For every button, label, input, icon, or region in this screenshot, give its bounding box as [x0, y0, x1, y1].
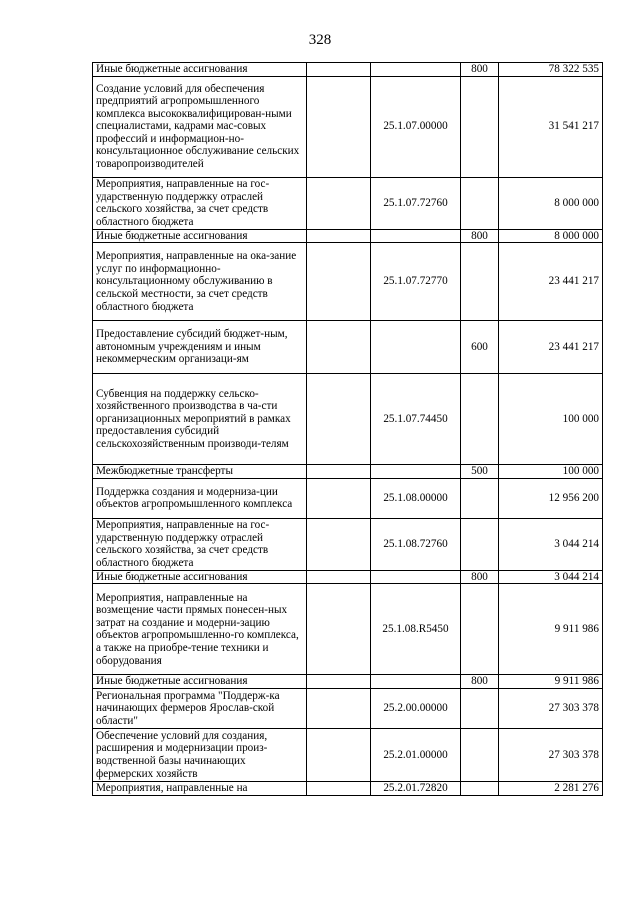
table-row [93, 478, 603, 518]
row-type-cell: 800 [461, 63, 499, 77]
row-type-cell [461, 374, 499, 465]
table-row [93, 584, 603, 675]
row-code-cell: 25.1.08.72760 [371, 518, 461, 570]
row-amount-cell: 9 911 986 [499, 675, 603, 689]
row-name-cell: Межбюджетные трансферты [93, 465, 307, 479]
row-code-cell: 25.1.07.74450 [371, 374, 461, 465]
row-amount-cell: 3 044 214 [499, 570, 603, 584]
row-type-cell [461, 728, 499, 781]
blank-cell [307, 728, 371, 781]
row-code-cell: 25.1.07.72770 [371, 243, 461, 321]
table-row [93, 374, 603, 465]
row-amount-cell: 100 000 [499, 465, 603, 479]
row-amount-cell: 8 000 000 [499, 177, 603, 229]
row-name-cell: Обеспечение условий для создания, расширения и модернизации произ-водственной базы начинающих фермерских хозяйств [93, 728, 307, 781]
row-name-cell: Мероприятия, направленные на ока-зание услуг по информационно-консультационному обслуживанию в сельской местности, за счет средств областного бюджета [93, 243, 307, 321]
blank-cell [307, 465, 371, 479]
blank-cell [307, 243, 371, 321]
row-type-cell [461, 584, 499, 675]
blank-cell [307, 374, 371, 465]
blank-cell [307, 518, 371, 570]
row-amount-cell: 2 281 276 [499, 781, 603, 795]
row-name-cell: Предоставление субсидий бюджет-ным, автономным учреждениям и иным некоммерческим организаци-ям [93, 321, 307, 374]
row-amount-cell: 27 303 378 [499, 728, 603, 781]
blank-cell [307, 321, 371, 374]
row-type-cell [461, 518, 499, 570]
row-code-cell: 25.2.01.72820 [371, 781, 461, 795]
table-row [93, 728, 603, 781]
row-name-cell: Мероприятия, направленные на гос-ударственную поддержку отраслей сельского хозяйства, за счет средств областного бюджета [93, 518, 307, 570]
row-code-cell [371, 570, 461, 584]
row-code-cell [371, 321, 461, 374]
row-amount-cell: 27 303 378 [499, 688, 603, 728]
row-name-cell: Иные бюджетные ассигнования [93, 570, 307, 584]
row-name-cell: Поддержка создания и модерниза-ции объектов агропромышленного комплекса [93, 478, 307, 518]
table-row [93, 688, 603, 728]
row-type-cell: 600 [461, 321, 499, 374]
row-code-cell: 25.2.01.00000 [371, 728, 461, 781]
table-row [93, 465, 603, 479]
blank-cell [307, 781, 371, 795]
row-amount-cell: 12 956 200 [499, 478, 603, 518]
budget-table-body [93, 63, 603, 796]
row-code-cell: 25.1.08.00000 [371, 478, 461, 518]
row-amount-cell: 8 000 000 [499, 229, 603, 243]
table-row [93, 229, 603, 243]
row-code-cell: 25.1.07.00000 [371, 76, 461, 177]
blank-cell [307, 229, 371, 243]
blank-cell [307, 570, 371, 584]
row-amount-cell: 100 000 [499, 374, 603, 465]
row-name-cell: Создание условий для обеспечения предприятий агропромышленного комплекса высококвалифицирован-ными специалистами, кадрами мас-совых профессий и информацион-но-консультационное обслуживание сельских товаропроизводителей [93, 76, 307, 177]
row-type-cell [461, 177, 499, 229]
row-name-cell: Мероприятия, направленные на гос-ударственную поддержку отраслей сельского хозяйства, за счет средств областного бюджета [93, 177, 307, 229]
row-amount-cell: 31 541 217 [499, 76, 603, 177]
row-code-cell: 25.1.07.72760 [371, 177, 461, 229]
row-amount-cell: 23 441 217 [499, 321, 603, 374]
row-name-cell: Мероприятия, направленные на возмещение части прямых понесен-ных затрат на создание и модерни-зацию объектов агропромышленно-го комплекса, а также на приобре-тение техники и оборудования [93, 584, 307, 675]
table-row [93, 243, 603, 321]
page-number: 328 [308, 32, 332, 48]
table-row [93, 177, 603, 229]
blank-cell [307, 584, 371, 675]
blank-cell [307, 478, 371, 518]
table-row [93, 63, 603, 77]
row-code-cell: 25.1.08.R5450 [371, 584, 461, 675]
row-name-cell: Субвенция на поддержку сельско-хозяйственного производства в ча-сти организационных мероприятий в рамках предоставления субсидий сельскохозяйственным производи-телям [93, 374, 307, 465]
row-code-cell: 25.2.00.00000 [371, 688, 461, 728]
row-type-cell: 800 [461, 570, 499, 584]
row-type-cell: 800 [461, 675, 499, 689]
row-amount-cell: 9 911 986 [499, 584, 603, 675]
blank-cell [307, 675, 371, 689]
blank-cell [307, 688, 371, 728]
table-row [93, 321, 603, 374]
row-type-cell [461, 243, 499, 321]
blank-cell [307, 76, 371, 177]
row-type-cell [461, 688, 499, 728]
blank-cell [307, 177, 371, 229]
blank-cell [307, 63, 371, 77]
row-code-cell [371, 63, 461, 77]
table-row [93, 570, 603, 584]
row-name-cell: Иные бюджетные ассигнования [93, 229, 307, 243]
row-type-cell: 500 [461, 465, 499, 479]
row-type-cell: 800 [461, 229, 499, 243]
row-code-cell [371, 465, 461, 479]
row-name-cell: Мероприятия, направленные на [93, 781, 307, 795]
row-amount-cell: 23 441 217 [499, 243, 603, 321]
row-name-cell: Региональная программа "Поддерж-ка начинающих фермеров Ярослав-ской области" [93, 688, 307, 728]
row-code-cell [371, 675, 461, 689]
table-row [93, 781, 603, 795]
table-row [93, 76, 603, 177]
row-type-cell [461, 781, 499, 795]
row-type-cell [461, 478, 499, 518]
row-amount-cell: 78 322 535 [499, 63, 603, 77]
row-code-cell [371, 229, 461, 243]
table-row [93, 675, 603, 689]
row-name-cell: Иные бюджетные ассигнования [93, 675, 307, 689]
budget-table [92, 62, 603, 796]
row-amount-cell: 3 044 214 [499, 518, 603, 570]
table-row [93, 518, 603, 570]
row-name-cell: Иные бюджетные ассигнования [93, 63, 307, 77]
row-type-cell [461, 76, 499, 177]
